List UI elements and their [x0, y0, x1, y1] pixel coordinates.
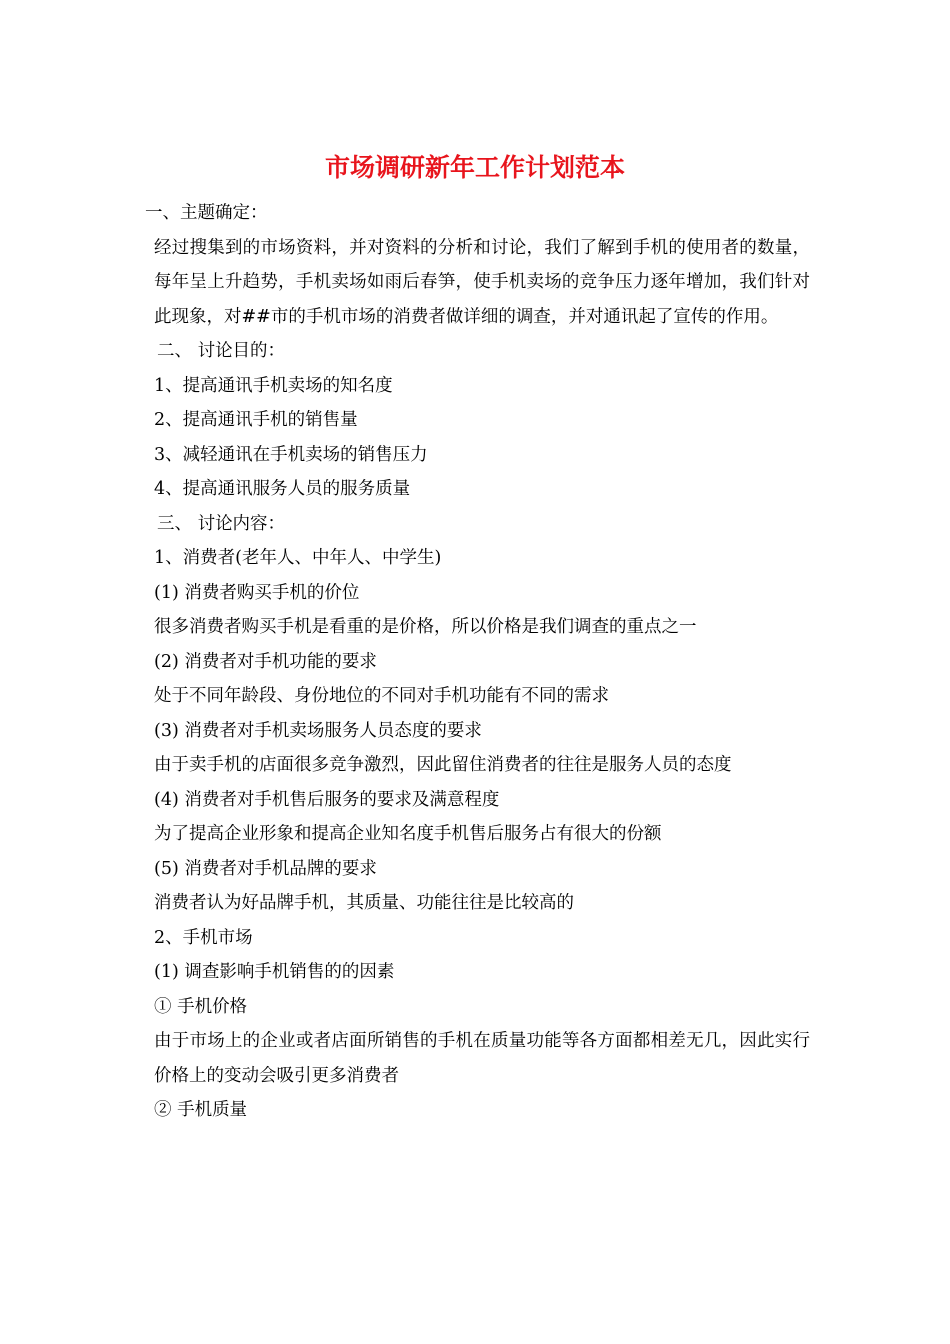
body-line: 三、 讨论内容：: [157, 513, 286, 534]
body-line: (1) 调查影响手机销售的的因素: [154, 962, 395, 982]
body-paragraph: 经过搜集到的市场资料，并对资料的分析和讨论，我们了解到手机的使用者的数量，每年呈上升趋势，手机卖场如雨后春笋，使手机卖场的竞争压力逐年增加，我们针对此现象，对##市的手机市场的消费者做详细的调查，并对通讯起了宣传的作用。: [154, 237, 810, 327]
document-title: 市场调研新年工作计划范本: [324, 153, 625, 182]
body-line: 3、减轻通讯在手机卖场的销售压力: [154, 444, 428, 465]
body-line: (4) 消费者对手机售后服务的要求及满意程度: [154, 789, 500, 810]
body-line: ① 手机价格: [154, 996, 248, 1017]
body-line: (2) 消费者对手机功能的要求: [154, 651, 377, 672]
body-line: ② 手机质量: [154, 1100, 248, 1120]
body-line: 1、消费者(老年人、中年人、中学生): [154, 548, 442, 568]
document-body: [145, 196, 810, 1128]
body-line: 2、手机市场: [154, 927, 253, 948]
body-line: 处于不同年龄段、身份地位的不同对手机功能有不同的需求: [154, 686, 609, 706]
body-line: 为了提高企业形象和提高企业知名度手机售后服务占有很大的份额: [154, 824, 662, 844]
body-line: (5) 消费者对手机品牌的要求: [154, 858, 377, 879]
body-line: 消费者认为好品牌手机，其质量、功能往往是比较高的: [154, 893, 574, 913]
body-line: 很多消费者购买手机是看重的是价格，所以价格是我们调查的重点之一: [154, 617, 697, 637]
body-line: (3) 消费者对手机卖场服务人员态度的要求: [154, 720, 482, 741]
body-line: (1) 消费者购买手机的价位: [154, 582, 360, 603]
body-line: 2、提高通讯手机的销售量: [154, 410, 358, 430]
body-line: 1、提高通讯手机卖场的知名度: [154, 375, 393, 396]
body-line: 由于卖手机的店面很多竞争激烈，因此留住消费者的往往是服务人员的态度: [154, 755, 732, 775]
body-line: 一、主题确定：: [145, 203, 268, 223]
body-line: 二、 讨论目的：: [157, 341, 286, 361]
body-paragraph: 由于市场上的企业或者店面所销售的手机在质量功能等各方面都相差无几，因此实行价格上的变动会吸引更多消费者: [154, 1031, 810, 1086]
body-line: 4、提高通讯服务人员的服务质量: [154, 479, 411, 499]
